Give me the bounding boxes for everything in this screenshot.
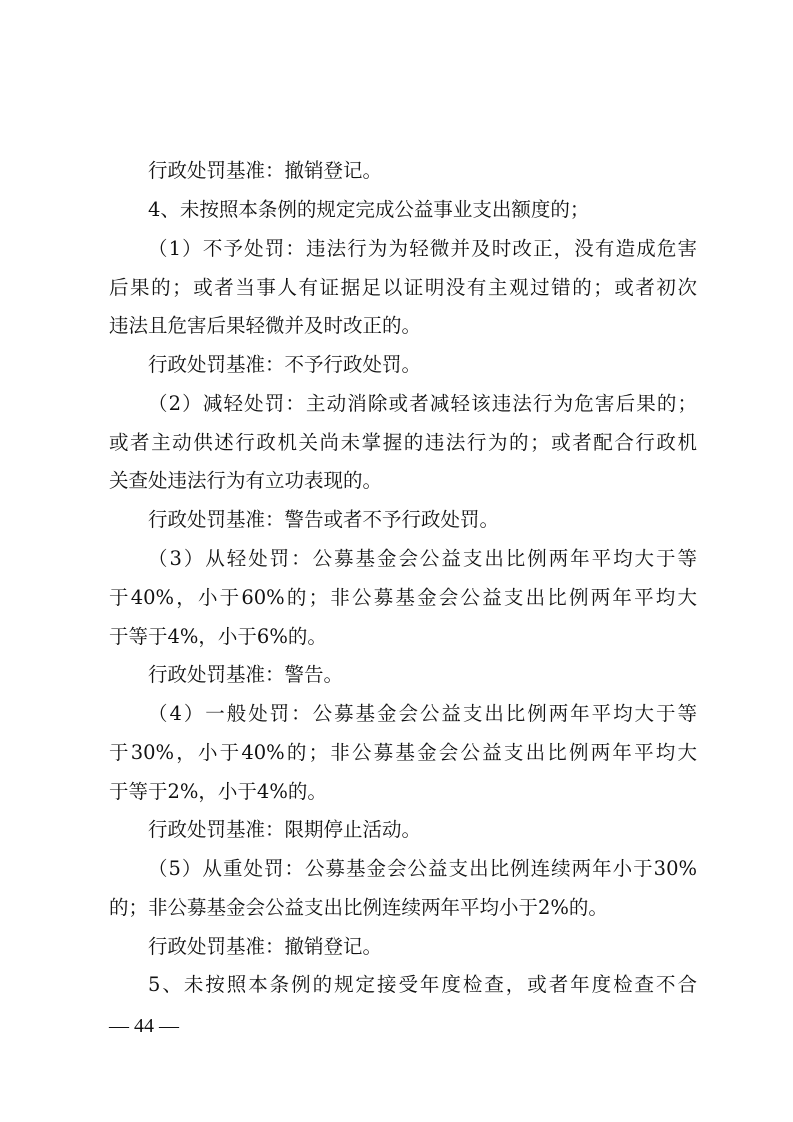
paragraph-line: 行政处罚基准：撤销登记。 <box>148 159 383 182</box>
paragraph-line: （4）一般处罚：公募基金会公益支出比例两年平均大于等 <box>148 702 697 725</box>
paragraph-line: 行政处罚基准：警告。 <box>148 663 344 686</box>
paragraph-line: 于30%，小于40%的；非公募基金会公益支出比例两年平均大 <box>109 741 697 764</box>
paragraph-line: 行政处罚基准：不予行政处罚。 <box>148 353 422 376</box>
paragraph-line: 后果的；或者当事人有证据足以证明没有主观过错的；或者初次 <box>109 276 697 299</box>
paragraph-line: （1）不予处罚：违法行为为轻微并及时改正，没有造成危害 <box>148 237 697 260</box>
paragraph-line: 行政处罚基准：撤销登记。 <box>148 935 383 958</box>
paragraph-line: 于等于2%，小于4%的。 <box>109 780 327 803</box>
paragraph-line: 或者主动供述行政机关尚未掌握的违法行为的；或者配合行政机 <box>109 431 697 454</box>
paragraph-line: 于等于4%，小于6%的。 <box>109 625 327 648</box>
paragraph-line: 于40%，小于60%的；非公募基金会公益支出比例两年平均大 <box>109 586 697 609</box>
page-number: — 44 — <box>109 1015 179 1037</box>
paragraph-line: 关查处违法行为有立功表现的。 <box>109 469 383 492</box>
paragraph-line: （2）减轻处罚：主动消除或者减轻该违法行为危害后果的； <box>148 392 697 415</box>
paragraph-line: 行政处罚基准：警告或者不予行政处罚。 <box>148 508 500 531</box>
paragraph-line: （5）从重处罚：公募基金会公益支出比例连续两年小于30% <box>148 857 697 880</box>
paragraph-line: 5、未按照本条例的规定接受年度检查，或者年度检查不合 <box>148 973 697 996</box>
paragraph-line: （3）从轻处罚：公募基金会公益支出比例两年平均大于等 <box>148 547 697 570</box>
paragraph-line: 行政处罚基准：限期停止活动。 <box>148 818 422 841</box>
paragraph-line: 的；非公募基金会公益支出比例连续两年平均小于2%的。 <box>109 896 608 919</box>
paragraph-line: 4、未按照本条例的规定完成公益事业支出额度的； <box>148 198 590 221</box>
paragraph-line: 违法且危害后果轻微并及时改正的。 <box>109 314 422 337</box>
